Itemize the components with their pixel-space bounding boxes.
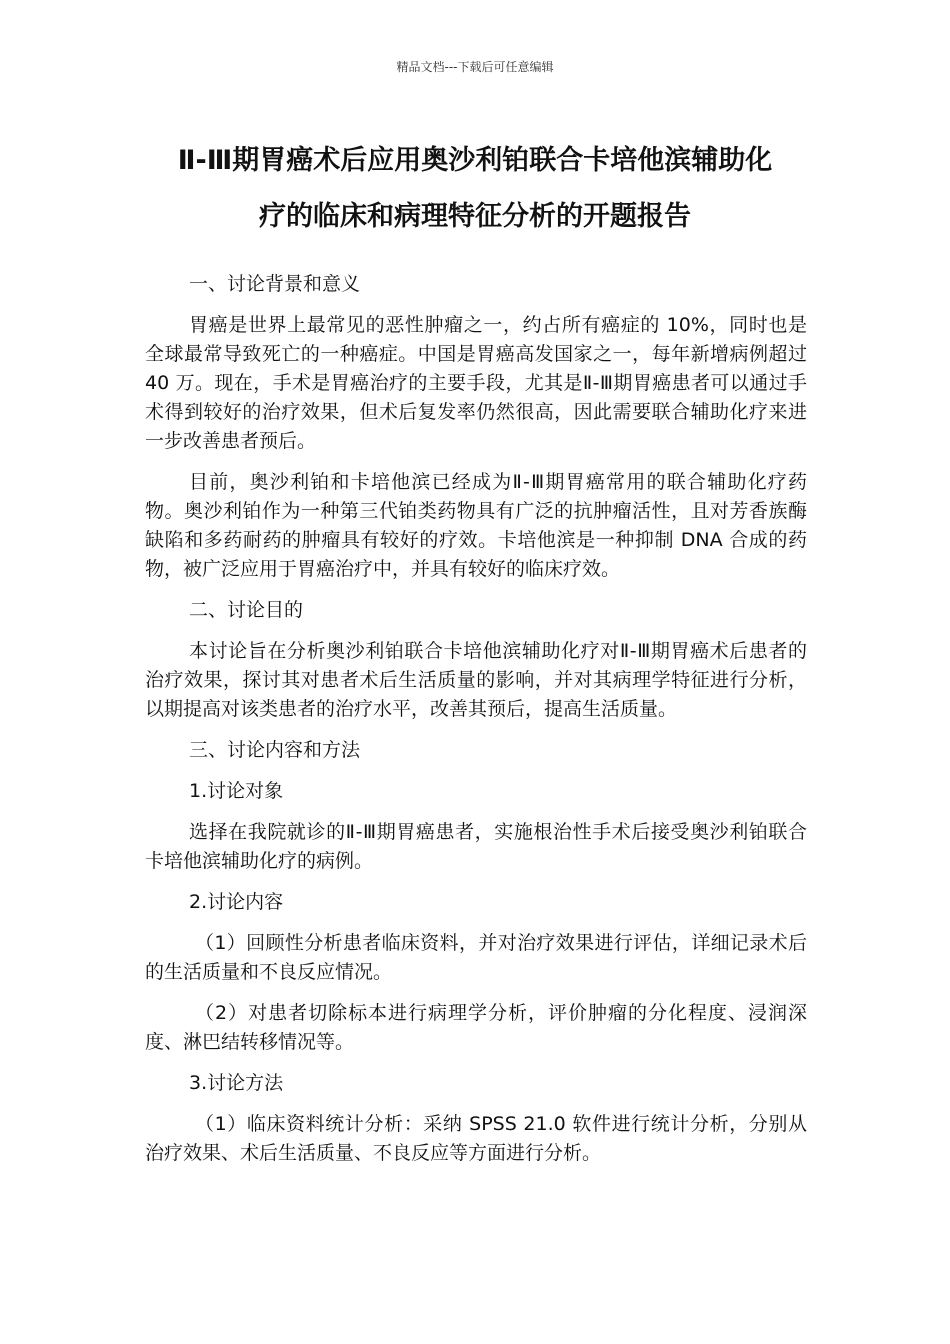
list-item-content-2: （2）对患者切除标本进行病理学分析，评价肿瘤的分化程度、浸润深度、淋巴结转移情况等。 — [145, 1002, 807, 1053]
subheading-content: 2.讨论内容 — [189, 891, 284, 913]
list-item-methods-1: （1）临床资料统计分析：采纳 SPSS 21.0 软件进行统计分析，分别从治疗效果、术后生活质量、不良反应等方面进行分析。 — [145, 1113, 807, 1164]
paragraph-background-2: 目前，奥沙利铂和卡培他滨已经成为Ⅱ-Ⅲ期胃癌常用的联合辅助化疗药物。奥沙利铂作为一种第三代铂类药物具有广泛的抗肿瘤活性，且对芳香族酶缺陷和多药耐药的肿瘤具有较好的疗效。卡培他滨是一种抑制 DNA 合成的药物，被广泛应用于胃癌治疗中，并具有较好的临床疗效。 — [145, 471, 807, 580]
paragraph-subjects: 选择在我院就诊的Ⅱ-Ⅲ期胃癌患者，实施根治性手术后接受奥沙利铂联合卡培他滨辅助化疗的病例。 — [145, 821, 807, 872]
subheading-subjects: 1.讨论对象 — [189, 780, 284, 802]
header-note: 精品文档---下载后可任意编辑 — [396, 60, 554, 74]
section-heading-content-methods: 三、讨论内容和方法 — [189, 739, 361, 761]
section-heading-background: 一、讨论背景和意义 — [189, 273, 361, 295]
document-body — [145, 270, 807, 1180]
paragraph-purpose: 本讨论旨在分析奥沙利铂联合卡培他滨辅助化疗对Ⅱ-Ⅲ期胃癌术后患者的治疗效果，探讨其对患者术后生活质量的影响，并对其病理学特征进行分析，以期提高对该类患者的治疗水平，改善其预后，提高生活质量。 — [145, 640, 807, 720]
list-item-content-1: （1）回顾性分析患者临床资料，并对治疗效果进行评估，详细记录术后的生活质量和不良反应情况。 — [145, 932, 807, 983]
paragraph-background-1: 胃癌是世界上最常见的恶性肿瘤之一，约占所有癌症的 10%，同时也是全球最常导致死亡的一种癌症。中国是胃癌高发国家之一，每年新增病例超过 40 万。现在，手术是胃癌治疗的主要手段，尤其是Ⅱ-Ⅲ期胃癌患者可以通过手术得到较好的治疗效果，但术后复发率仍然很高，因此需要联合辅助化疗来进一步改善患者预后。 — [145, 314, 807, 452]
document-title-line-2: 疗的临床和病理特征分析的开题报告 — [259, 201, 691, 232]
section-heading-purpose: 二、讨论目的 — [189, 599, 304, 621]
subheading-methods: 3.讨论方法 — [189, 1072, 284, 1094]
document-title-line-1: Ⅱ-Ⅲ期胃癌术后应用奥沙利铂联合卡培他滨辅助化 — [177, 145, 773, 176]
